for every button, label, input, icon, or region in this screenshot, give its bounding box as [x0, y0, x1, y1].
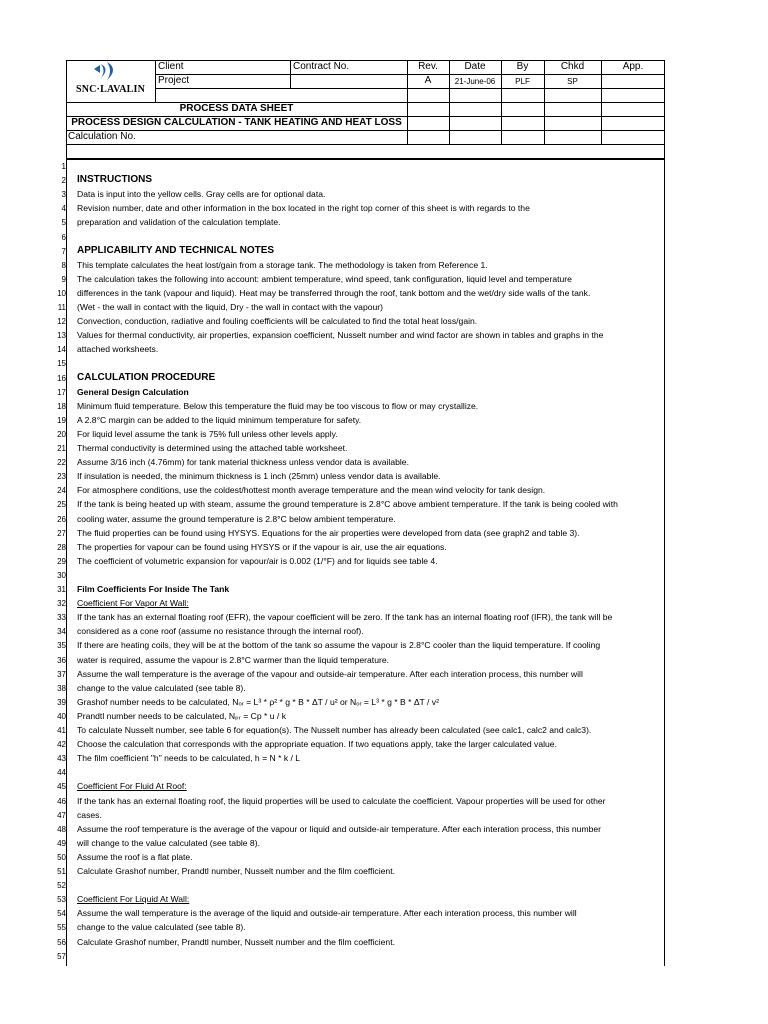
sheet-title: PROCESS DATA SHEET: [179, 103, 294, 114]
line-text: Assume the wall temperature is the average of the vapour and outside-air temperature. After each interation process, this number will: [77, 668, 583, 679]
line-number: 14: [57, 345, 66, 355]
line-number: 20: [57, 429, 66, 439]
line-number: 12: [57, 317, 66, 327]
date-value: 21-June-06: [454, 77, 496, 86]
line-text: The film coefficient "h" needs to be calculated, h = N * k / L: [77, 753, 301, 764]
line-number: 15: [57, 359, 66, 369]
line-number: 44: [57, 768, 66, 778]
line-text: Assume the roof is a flat plate.: [77, 851, 193, 862]
line-number: 24: [57, 486, 66, 496]
by-value: PLF: [515, 77, 530, 86]
line-number: 4: [61, 204, 66, 214]
line-text: The properties for vapour can be found using HYSYS or if the vapour is air, use the air equations.: [77, 541, 447, 552]
line-text: Calculate Grashof number, Prandtl number, Nusselt number and the film coefficient.: [77, 866, 395, 876]
line-number: 42: [57, 740, 66, 750]
line-number: 51: [57, 867, 66, 876]
line-number: 40: [57, 711, 66, 721]
line-number: 45: [57, 782, 66, 792]
line-text: Assume 3/16 inch (4.76mm) for tank material thickness unless vendor data is available.: [77, 457, 409, 468]
line-text: Revision number, date and other information in the box located in the right top corner of this sheet is with regards to the: [77, 203, 530, 214]
line-text: Minimum fluid temperature. Below this temperature the fluid may be too viscous to flow or may crystallize.: [77, 400, 479, 411]
line-text: To calculate Nusselt number, see table 6 for equation(s). The Nusselt number has already been calculated (see calc1, calc2 and calc3).: [77, 725, 592, 735]
contract-label: Contract No.: [293, 61, 350, 72]
line-number: 23: [57, 472, 66, 482]
line-number: 10: [57, 288, 66, 298]
line-number: 53: [57, 895, 66, 905]
line-number: 55: [57, 923, 66, 933]
rev-value: A: [424, 75, 432, 86]
chkd-label: Chkd: [560, 61, 585, 72]
line-number: 2: [61, 176, 66, 186]
line-number: 41: [57, 726, 66, 735]
line-number: 25: [57, 500, 66, 510]
line-text: Convection, conduction, radiative and fouling coefficients will be calculated to find the total heat loss/gain.: [77, 316, 478, 327]
line-text: considered as a cone roof (assume no resistance through the internal roof).: [77, 626, 364, 637]
line-number: 49: [57, 838, 66, 848]
line-text: cooling water, assume the ground temperature is 2.8°C below ambient temperature.: [77, 513, 396, 524]
line-text: If insulation is needed, the minimum thickness is 1 inch (25mm) unless vendor data is available.: [77, 471, 441, 482]
line-number: 26: [57, 514, 66, 524]
line-text: Thermal conductivity is determined using the attached table worksheet.: [77, 443, 348, 453]
project-label: Project: [158, 75, 190, 86]
line-number: 7: [61, 246, 66, 256]
line-text: water is required, assume the vapour is 2.8°C warmer than the liquid temperature.: [77, 654, 390, 665]
line-text: (Wet - the wall in contact with the liquid, Dry - the wall in contact with the vapour): [77, 302, 384, 312]
section-heading: INSTRUCTIONS: [77, 174, 152, 186]
line-text: For liquid level assume the tank is 75% full unless other levels apply.: [77, 428, 338, 439]
line-number: 43: [57, 754, 66, 764]
line-number: 9: [61, 274, 66, 284]
line-number: 35: [57, 641, 66, 651]
line-number: 13: [57, 331, 66, 341]
snc-lavalin-logo-icon: [66, 60, 155, 86]
line-text: The calculation takes the following into account: ambient temperature, wind speed, tank configuration, liquid level and temperature: [77, 273, 572, 284]
line-text: Choose the calculation that corresponds with the appropriate equation. If two equations apply, take the larger calculated value.: [77, 739, 557, 750]
line-text: If the tank has an external floating roof (EFR), the vapour coefficient will be zero. If the tank has an internal floating roof (IFR), the tank will be: [77, 612, 613, 623]
line-number: 36: [57, 655, 66, 665]
line-number: 8: [61, 260, 66, 270]
date-label: Date: [464, 61, 486, 72]
by-label: By: [516, 61, 529, 72]
line-number: 28: [57, 542, 66, 552]
company-logo: [66, 60, 155, 102]
line-number: 47: [57, 810, 66, 820]
line-text: Calculate Grashof number, Prandtl number, Nusselt number and the film coefficient.: [77, 936, 395, 947]
line-number: 11: [57, 303, 66, 312]
line-number: 21: [57, 444, 66, 453]
line-number: 56: [57, 937, 66, 947]
line-text: preparation and validation of the calculation template.: [77, 217, 281, 228]
section-heading: CALCULATION PROCEDURE: [77, 371, 216, 383]
subsection-heading: Coefficient For Liquid At Wall:: [77, 894, 190, 905]
line-number: 34: [57, 627, 66, 637]
line-number: 50: [57, 852, 66, 862]
line-number: 5: [61, 218, 66, 228]
line-number: 48: [57, 824, 66, 834]
line-number: 57: [57, 951, 66, 961]
line-text: Data is input into the yellow cells. Gray cells are for optional data.: [77, 189, 326, 200]
line-text: differences in the tank (vapour and liquid). Heat may be transferred through the roof, tank bottom and the wet/dry side walls of the tank.: [77, 287, 591, 298]
line-text: Prandtl number needs to be calculated, Nₚᵣ = Cp * u / k: [77, 710, 287, 721]
line-number: 27: [57, 528, 66, 538]
line-text: This template calculates the heat lost/gain from a storage tank. The methodology is taken from Reference 1.: [77, 259, 488, 270]
app-label: App.: [622, 61, 644, 72]
line-text: attached worksheets.: [77, 344, 159, 355]
line-number: 3: [61, 190, 66, 200]
line-number: 1: [61, 162, 66, 171]
section-heading: APPLICABILITY AND TECHNICAL NOTES: [77, 244, 275, 256]
line-number: 46: [57, 796, 66, 806]
line-text: cases.: [77, 809, 102, 820]
rev-label: Rev.: [418, 61, 438, 72]
chkd-value: SP: [567, 77, 578, 86]
line-text: change to the value calculated (see table 8).: [77, 922, 246, 933]
line-text: If there are heating coils, they will be at the bottom of the tank so assume the vapour is 2.8°C cooler than the liquid temperature. If cooling: [77, 640, 601, 651]
line-text: Grashof number needs to be calculated, Nₒᵣ = L³ * ρ² * g * B * ΔT / u² or Nₒᵣ = L³ * g * B * ΔT / v²: [77, 696, 439, 707]
line-text: will change to the value calculated (see table 8).: [77, 837, 260, 848]
company-name: SNC·LAVALIN: [75, 84, 146, 95]
calculation-no-label: Calculation No.: [68, 131, 136, 142]
line-number: 30: [57, 570, 66, 580]
line-text: If the tank has an external floating roof, the liquid properties will be used to calculate the coefficient. Vapour properties will be used for other: [77, 795, 606, 806]
subsection-heading: Coefficient For Vapor At Wall:: [77, 598, 189, 609]
line-number: 33: [57, 613, 66, 623]
calculation-title: PROCESS DESIGN CALCULATION - TANK HEATING AND HEAT LOSS: [71, 117, 402, 128]
line-number: 54: [57, 909, 66, 919]
line-number: 16: [57, 373, 66, 383]
line-text: change to the value calculated (see table 8).: [77, 682, 246, 693]
subsection-heading: Coefficient For Fluid At Roof:: [77, 781, 187, 792]
line-number: 37: [57, 669, 66, 679]
line-text: Assume the wall temperature is the average of the liquid and outside-air temperature. After each interation process, this number will: [77, 908, 577, 919]
line-text: A 2.8°C margin can be added to the liquid minimum temperature for safety.: [77, 414, 362, 425]
subsection-heading: Film Coefficients For Inside The Tank: [77, 584, 230, 594]
line-text: Values for thermal conductivity, air properties, expansion coefficient, Nusselt number and wind factor are shown in tables and graphs in the: [77, 330, 604, 341]
line-number: 17: [57, 387, 66, 397]
line-number: 38: [57, 683, 66, 693]
line-text: If the tank is being heated up with steam, assume the ground temperature is 2.8°C above ambient temperature. If the tank is being cooled with: [77, 499, 618, 510]
line-number: 6: [61, 232, 66, 242]
line-number: 39: [57, 697, 66, 707]
line-number: 29: [57, 556, 66, 566]
line-number: 19: [57, 415, 66, 425]
line-number: 32: [57, 599, 66, 609]
line-text: Assume the roof temperature is the average of the vapour or liquid and outside-air temperature. After each interation process, this number: [77, 823, 602, 834]
line-number: 18: [57, 401, 66, 411]
line-text: The coefficient of volumetric expansion for vapour/air is 0.002 (1/°F) and for liquids see table 4.: [77, 555, 438, 566]
line-number: 31: [57, 585, 66, 594]
line-number: 52: [57, 881, 66, 891]
client-label: Client: [158, 61, 184, 72]
line-number: 22: [57, 458, 66, 468]
subsection-heading: General Design Calculation: [77, 386, 189, 397]
line-text: The fluid properties can be found using HYSYS. Equations for the air properties were developed from data (see graph2 and table 3).: [77, 527, 580, 538]
line-text: For atmosphere conditions, use the coldest/hottest month average temperature and the mean wind velocity for tank design.: [77, 485, 546, 496]
